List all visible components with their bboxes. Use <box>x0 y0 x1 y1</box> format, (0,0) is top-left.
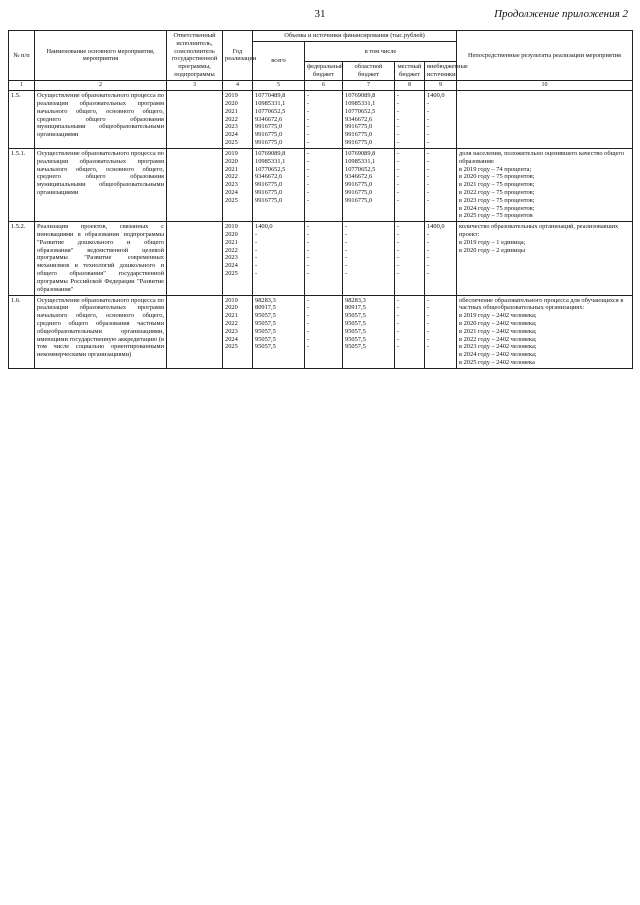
total-value: 10770652,5 <box>255 107 286 115</box>
header-federal-budget: федеральный бюджет <box>305 62 343 81</box>
column-number-row <box>9 80 633 90</box>
regional-value: 9916775,0 <box>345 131 373 139</box>
federal-value: - <box>307 196 310 204</box>
responsible-executor <box>167 295 223 368</box>
activity-name: Осуществление образовательного процесса по реализации образовательных программ начального общего, основного общего, среднего общего образования муниципальными общеобразовательными организациями <box>35 148 167 221</box>
local-value: - <box>397 139 400 147</box>
extrabudgetary-value: - <box>427 173 430 181</box>
local-value: - <box>397 238 400 246</box>
extrabudgetary-value: - <box>427 188 430 196</box>
regional-cell <box>343 91 395 149</box>
federal-value: - <box>307 262 310 270</box>
federal-value: - <box>307 304 310 312</box>
header-total: всего <box>253 41 305 80</box>
table-body <box>9 91 633 369</box>
local-cell <box>395 91 425 149</box>
local-value: - <box>397 335 400 343</box>
page-number: 31 <box>314 8 326 20</box>
result-line: в 2022 году – 75 процентов; <box>459 188 535 196</box>
total-cell <box>253 295 305 368</box>
appendix-continuation-title: Продолжение приложения 2 <box>494 8 628 20</box>
extrabudgetary-value: - <box>427 107 430 115</box>
total-value: - <box>255 262 258 270</box>
regional-cell <box>343 222 395 295</box>
local-value: - <box>397 262 400 270</box>
federal-value: - <box>307 296 310 304</box>
extrabudgetary-value: - <box>427 343 430 351</box>
year-value: 2019 <box>225 223 238 231</box>
result-line: в 2024 году – 2402 человека; <box>459 351 537 359</box>
result-line: обеспечение образовательного процесса для обучающихся в частных общеобразовательных организациях: <box>459 296 624 312</box>
year-cell <box>223 91 253 149</box>
year-value: 2021 <box>225 165 238 173</box>
federal-value: - <box>307 319 310 327</box>
row-number: 1.6. <box>9 295 35 368</box>
table-row <box>9 222 633 295</box>
regional-value: - <box>345 238 348 246</box>
extrabudgetary-value: 1400,0 <box>427 223 445 231</box>
local-value: - <box>397 304 400 312</box>
local-value: - <box>397 92 400 100</box>
total-value: 9916775,0 <box>255 188 283 196</box>
column-number: 1 <box>9 80 35 90</box>
federal-value: - <box>307 107 310 115</box>
federal-cell <box>305 222 343 295</box>
federal-value: - <box>307 139 310 147</box>
federal-value: - <box>307 246 310 254</box>
total-value: 9916775,0 <box>255 123 283 131</box>
total-cell <box>253 222 305 295</box>
local-value: - <box>397 254 400 262</box>
year-value: 2024 <box>225 131 238 139</box>
extrabudgetary-value: - <box>427 262 430 270</box>
column-number: 10 <box>457 80 633 90</box>
result-cell <box>457 222 633 295</box>
regional-value: 95057,5 <box>345 335 366 343</box>
year-value: 2022 <box>225 173 238 181</box>
extrabudgetary-cell <box>425 295 457 368</box>
header-local-budget: местный бюджет <box>395 62 425 81</box>
total-value: 95057,5 <box>255 312 276 320</box>
result-line: в 2020 году – 2 единицы <box>459 246 526 254</box>
year-cell <box>223 222 253 295</box>
local-value: - <box>397 165 400 173</box>
local-value: - <box>397 246 400 254</box>
year-value: 2025 <box>225 343 238 351</box>
result-line: в 2024 году – 75 процентов; <box>459 204 535 212</box>
responsible-executor <box>167 91 223 149</box>
result-cell <box>457 91 633 149</box>
regional-value: 9916775,0 <box>345 181 373 189</box>
result-line: в 2021 году – 75 процентов; <box>459 181 535 189</box>
total-value: 95057,5 <box>255 343 276 351</box>
header-financing-volumes: Объемы и источники финансирования (тыс.рублей) <box>253 31 457 42</box>
regional-value: 9916775,0 <box>345 188 373 196</box>
year-value: 2022 <box>225 319 238 327</box>
result-line: доля населения, положительно оценившего качество общего образования: <box>459 149 625 165</box>
regional-value: 9346672,6 <box>345 173 373 181</box>
year-value: 2024 <box>225 188 238 196</box>
year-value: 2024 <box>225 335 238 343</box>
federal-value: - <box>307 181 310 189</box>
extrabudgetary-value: - <box>427 231 430 238</box>
regional-value: 10770652,5 <box>345 107 376 115</box>
federal-value: - <box>307 188 310 196</box>
regional-value: 9916775,0 <box>345 196 373 204</box>
total-value: - <box>255 254 258 262</box>
header-activity-name: Наименование основного мероприятия, мероприятия <box>35 31 167 81</box>
total-value: - <box>255 270 258 278</box>
local-value: - <box>397 343 400 351</box>
header-number: № п/п <box>9 31 35 81</box>
extrabudgetary-value: - <box>427 312 430 320</box>
regional-value: 10769089,8 <box>345 149 376 157</box>
regional-cell <box>343 295 395 368</box>
total-value: 95057,5 <box>255 319 276 327</box>
year-value: 2019 <box>225 149 238 157</box>
column-number: 9 <box>425 80 457 90</box>
total-value: 9916775,0 <box>255 196 283 204</box>
year-value: 2022 <box>225 115 238 123</box>
extrabudgetary-cell <box>425 222 457 295</box>
federal-value: - <box>307 92 310 100</box>
extrabudgetary-value: - <box>427 246 430 254</box>
local-value: - <box>397 181 400 189</box>
header-results: Непосредственные результаты реализации мероприятия <box>457 31 633 81</box>
local-value: - <box>397 115 400 123</box>
total-value: 98283,3 <box>255 296 276 304</box>
total-value: 95057,5 <box>255 335 276 343</box>
local-value: - <box>397 223 400 231</box>
local-value: - <box>397 188 400 196</box>
header-extrabudgetary: внебюджетные источники <box>425 62 457 81</box>
local-cell <box>395 148 425 221</box>
extrabudgetary-value: - <box>427 238 430 246</box>
federal-value: - <box>307 254 310 262</box>
regional-value: 95057,5 <box>345 312 366 320</box>
year-value: 2019 <box>225 92 238 100</box>
local-cell <box>395 295 425 368</box>
total-cell <box>253 148 305 221</box>
result-line: в 2023 году – 75 процентов; <box>459 196 535 204</box>
table-row <box>9 295 633 368</box>
year-cell <box>223 148 253 221</box>
total-value: 10770652,5 <box>255 165 286 173</box>
year-value: 2021 <box>225 312 238 320</box>
local-value: - <box>397 149 400 157</box>
federal-value: - <box>307 231 310 238</box>
extrabudgetary-value: - <box>427 335 430 343</box>
regional-value: - <box>345 231 348 238</box>
header-year: Год реализации <box>223 31 253 81</box>
result-line: в 2020 году – 75 процентов; <box>459 173 535 181</box>
total-value: 80917,5 <box>255 304 276 312</box>
extrabudgetary-value: - <box>427 270 430 278</box>
total-value: - <box>255 246 258 254</box>
activity-name: Осуществление образовательного процесса по реализации образовательных программ начального общего, основного общего, среднего общего образования муниципальными общеобразовательными организациями <box>35 91 167 149</box>
extrabudgetary-value: - <box>427 157 430 165</box>
federal-value: - <box>307 157 310 165</box>
header-regional-budget: областной бюджет <box>343 62 395 81</box>
regional-value: 95057,5 <box>345 319 366 327</box>
extrabudgetary-value: - <box>427 327 430 335</box>
federal-cell <box>305 91 343 149</box>
federal-value: - <box>307 312 310 320</box>
local-value: - <box>397 173 400 181</box>
year-value: 2025 <box>225 139 238 147</box>
extrabudgetary-value: - <box>427 304 430 312</box>
extrabudgetary-value: - <box>427 100 430 107</box>
local-value: - <box>397 296 400 304</box>
federal-value: - <box>307 149 310 157</box>
total-value: 9916775,0 <box>255 131 283 139</box>
year-value: 2023 <box>225 327 238 335</box>
year-value: 2019 <box>225 296 238 304</box>
local-value: - <box>397 270 400 278</box>
row-number: 1.5.2. <box>9 222 35 295</box>
table-row <box>9 148 633 221</box>
result-line: в 2025 году – 75 процентов <box>459 212 533 220</box>
total-value: 9346672,6 <box>255 173 283 181</box>
local-value: - <box>397 231 400 238</box>
extrabudgetary-value: - <box>427 196 430 204</box>
result-line: в 2019 году – 1 единица; <box>459 238 526 246</box>
regional-value: 9916775,0 <box>345 139 373 147</box>
extrabudgetary-value: - <box>427 139 430 147</box>
local-value: - <box>397 123 400 131</box>
federal-value: - <box>307 115 310 123</box>
year-value: 2021 <box>225 238 238 246</box>
extrabudgetary-value: - <box>427 123 430 131</box>
total-value: 9346672,6 <box>255 115 283 123</box>
local-value: - <box>397 196 400 204</box>
federal-value: - <box>307 327 310 335</box>
total-value: 9916775,0 <box>255 139 283 147</box>
local-value: - <box>397 107 400 115</box>
extrabudgetary-cell <box>425 91 457 149</box>
local-value: - <box>397 327 400 335</box>
year-value: 2020 <box>225 100 238 107</box>
regional-value: 10769089,8 <box>345 92 376 100</box>
local-value: - <box>397 157 400 165</box>
row-number: 1.5. <box>9 91 35 149</box>
extrabudgetary-cell <box>425 148 457 221</box>
year-value: 2021 <box>225 107 238 115</box>
total-value: 10985331,1 <box>255 157 286 165</box>
year-value: 2020 <box>225 157 238 165</box>
regional-value: - <box>345 246 348 254</box>
result-line: в 2019 году – 2402 человека; <box>459 312 537 320</box>
regional-value: - <box>345 254 348 262</box>
financing-table <box>8 30 633 369</box>
year-value: 2023 <box>225 181 238 189</box>
regional-value: 10985331,1 <box>345 157 376 165</box>
year-value: 2024 <box>225 262 238 270</box>
result-line: в 2022 году – 2402 человека; <box>459 335 537 343</box>
year-value: 2025 <box>225 270 238 278</box>
result-line: в 2021 году – 2402 человека; <box>459 327 537 335</box>
extrabudgetary-value: - <box>427 149 430 157</box>
activity-name: Реализация проектов, связанных с инновациями в образовании подпрограммы "Развитие дошкольного и общего образования" ведомственной целевой программы "Развитие современных механизмов и технологий дошкольного и общего образования" государственной программы Российской Федерации "Развитие образования" <box>35 222 167 295</box>
federal-value: - <box>307 270 310 278</box>
extrabudgetary-value: - <box>427 181 430 189</box>
year-value: 2023 <box>225 254 238 262</box>
total-value: 10770489,8 <box>255 92 286 100</box>
row-number: 1.5.1. <box>9 148 35 221</box>
federal-value: - <box>307 238 310 246</box>
federal-value: - <box>307 123 310 131</box>
total-value: 9916775,0 <box>255 181 283 189</box>
regional-value: 95057,5 <box>345 343 366 351</box>
result-line: количество образовательных организаций, реализовавших проект: <box>459 223 619 238</box>
total-value: 10985331,1 <box>255 100 286 107</box>
federal-value: - <box>307 100 310 107</box>
total-value: 95057,5 <box>255 327 276 335</box>
extrabudgetary-value: - <box>427 319 430 327</box>
federal-value: - <box>307 165 310 173</box>
extrabudgetary-value: - <box>427 254 430 262</box>
year-value: 2022 <box>225 246 238 254</box>
regional-value: - <box>345 270 348 278</box>
federal-cell <box>305 295 343 368</box>
column-number: 7 <box>343 80 395 90</box>
extrabudgetary-value: 1400,0 <box>427 92 445 100</box>
total-value: 1400,0 <box>255 223 273 231</box>
extrabudgetary-value: - <box>427 165 430 173</box>
local-value: - <box>397 319 400 327</box>
federal-value: - <box>307 223 310 231</box>
column-number: 6 <box>305 80 343 90</box>
total-value: 10769089,8 <box>255 149 286 157</box>
federal-value: - <box>307 343 310 351</box>
regional-value: - <box>345 223 348 231</box>
result-line: в 2025 году – 2402 человека <box>459 359 535 366</box>
year-cell <box>223 295 253 368</box>
federal-value: - <box>307 173 310 181</box>
year-value: 2025 <box>225 196 238 204</box>
year-value: 2020 <box>225 231 238 238</box>
column-number: 2 <box>35 80 167 90</box>
result-line: в 2020 году – 2402 человека; <box>459 319 537 327</box>
column-number: 4 <box>223 80 253 90</box>
result-cell <box>457 295 633 368</box>
local-value: - <box>397 131 400 139</box>
regional-value: 10770652,5 <box>345 165 376 173</box>
column-number: 8 <box>395 80 425 90</box>
responsible-executor <box>167 222 223 295</box>
local-cell <box>395 222 425 295</box>
extrabudgetary-value: - <box>427 131 430 139</box>
year-value: 2020 <box>225 304 238 312</box>
year-value: 2023 <box>225 123 238 131</box>
table-row <box>9 91 633 149</box>
regional-cell <box>343 148 395 221</box>
regional-value: - <box>345 262 348 270</box>
federal-cell <box>305 148 343 221</box>
extrabudgetary-value: - <box>427 296 430 304</box>
result-line: в 2023 году – 2402 человека; <box>459 343 537 351</box>
regional-value: 95057,5 <box>345 327 366 335</box>
regional-value: 10985331,1 <box>345 100 376 107</box>
extrabudgetary-value: - <box>427 115 430 123</box>
federal-value: - <box>307 131 310 139</box>
regional-value: 98283,3 <box>345 296 366 304</box>
regional-value: 9916775,0 <box>345 123 373 131</box>
regional-value: 9346672,6 <box>345 115 373 123</box>
local-value: - <box>397 100 400 107</box>
total-cell <box>253 91 305 149</box>
activity-name: Осуществление образовательного процесса по реализации образовательных программ начального общего, основного общего, среднего общего образования частными общеобразовательными организациями, имеющими государственную аккредитацию (в том числе социально ориентированными некоммерческими организациями) <box>35 295 167 368</box>
column-number: 3 <box>167 80 223 90</box>
local-value: - <box>397 312 400 320</box>
total-value: - <box>255 238 258 246</box>
regional-value: 80917,5 <box>345 304 366 312</box>
header-in-that-number: в том числе <box>305 41 457 61</box>
table-header <box>9 31 633 91</box>
responsible-executor <box>167 148 223 221</box>
header-responsible: Ответственный исполнитель, соисполнитель государственной программы, подпрограммы <box>167 31 223 81</box>
result-cell <box>457 148 633 221</box>
federal-value: - <box>307 335 310 343</box>
total-value: - <box>255 231 258 238</box>
column-number: 5 <box>253 80 305 90</box>
result-line: в 2019 году – 74 процента; <box>459 165 532 173</box>
